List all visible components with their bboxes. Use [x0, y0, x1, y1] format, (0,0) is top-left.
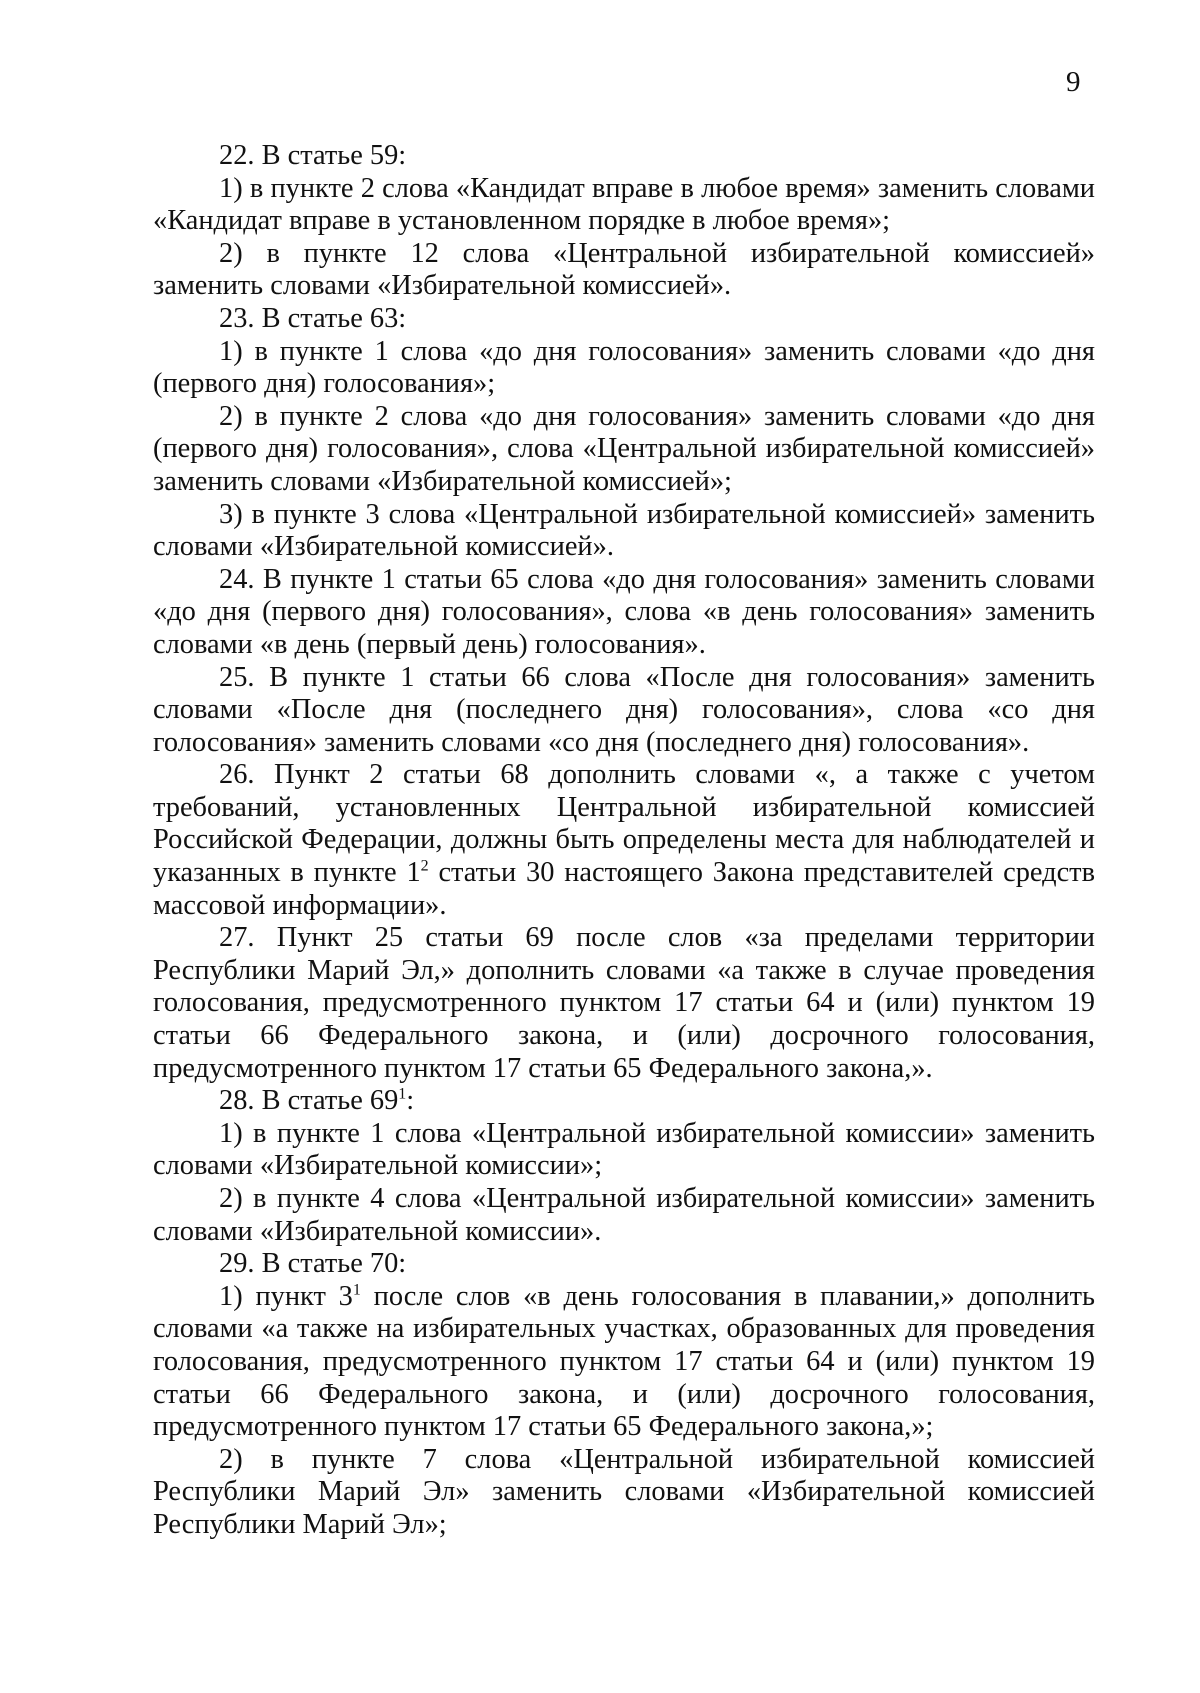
paragraph-24: 24. В пункте 1 статьи 65 слова «до дня голосования» заменить словами «до дня (первого дня) голосования», слова «в день голосования» заменить словами «в день (первый день) голосования».: [153, 563, 1095, 660]
superscript: 1: [352, 1281, 361, 1299]
paragraph-text: 26. Пункт 2 статьи 68 дополнить словами «, а также с учетом требований, установленных Центральной избирательной комиссией Российской Федерации, должны быть определены места для наблюдателей и указанных в пункте 1: [153, 759, 1095, 889]
paragraph-29-1: [153, 1281, 1095, 1444]
paragraph-22: 22. В статье 59:: [219, 140, 407, 171]
superscript: 1: [398, 1085, 407, 1103]
paragraph-text: статьи 30 настоящего Закона представителей средств массовой информации».: [153, 857, 1095, 921]
paragraph-text: 1) пункт 3: [219, 1280, 353, 1312]
superscript: 2: [420, 857, 429, 875]
paragraph-29: 29. В статье 70:: [219, 1248, 407, 1280]
paragraph-23-3: 3) в пункте 3 слова «Центральной избирательной комиссией» заменить словами «Избирательной комиссией».: [153, 498, 1095, 563]
paragraph-text: после слов «в день голосования в плавании,» дополнить словами «а также на избирательных участках, образованных для проведения голосования, предусмотренного пунктом 17 статьи 64 и (или) пунктом 19 статьи 66 Федерального закона, и (или) досрочного голосования, предусмотренного пунктом 17 статьи 65 Федерального закона,»;: [153, 1280, 1096, 1443]
paragraph-28-2: 2) в пункте 4 слова «Центральной избирательной комиссии» заменить словами «Избирательной комиссии».: [153, 1183, 1095, 1247]
paragraph-29-2: 2) в пункте 7 слова «Центральной избирательной комиссией Республики Марий Эл» заменить словами «Избирательной комиссией Республики Марий Эл»;: [153, 1443, 1095, 1540]
paragraph-28-1: 1) в пункте 1 слова «Центральной избирательной комиссии» заменить словами «Избирательной комиссии»;: [153, 1117, 1095, 1182]
paragraph-28: [153, 1085, 1095, 1118]
document-body: [153, 140, 1095, 1542]
paragraph-text: 28. В статье 69: [219, 1085, 399, 1117]
paragraph-22-1: 1) в пункте 2 слова «Кандидат вправе в любое время» заменить словами «Кандидат вправе в установленном порядке в любое время»;: [153, 172, 1095, 237]
paragraph-23-1: 1) в пункте 1 слова «до дня голосования» заменить словами «до дня (первого дня) голосования»;: [153, 335, 1095, 400]
paragraph-23: 23. В статье 63:: [219, 302, 407, 334]
paragraph-22-2: 2) в пункте 12 слова «Центральной избирательной комиссией» заменить словами «Избирательной комиссией».: [153, 237, 1095, 302]
paragraph-23-2: 2) в пункте 2 слова «до дня голосования» заменить словами «до дня (первого дня) голосования», слова «Центральной избирательной комиссией» заменить словами «Избирательной комиссией»;: [153, 400, 1095, 497]
paragraph-27: 27. Пункт 25 статьи 69 после слов «за пределами территории Республики Марий Эл,» дополнить словами «а также в случае проведения голосования, предусмотренного пунктом 17 статьи 64 и (или) пунктом 19 статьи 66 Федерального закона, и (или) досрочного голосования, предусмотренного пунктом 17 статьи 65 Федерального закона,».: [153, 922, 1095, 1084]
page-number: 9: [1066, 66, 1081, 98]
paragraph-26: [153, 759, 1095, 922]
paragraph-25: 25. В пункте 1 статьи 66 слова «После дня голосования» заменить словами «После дня (последнего дня) голосования», слова «со дня голосования» заменить словами «со дня (последнего дня) голосования».: [153, 661, 1095, 758]
paragraph-text: :: [406, 1085, 415, 1117]
